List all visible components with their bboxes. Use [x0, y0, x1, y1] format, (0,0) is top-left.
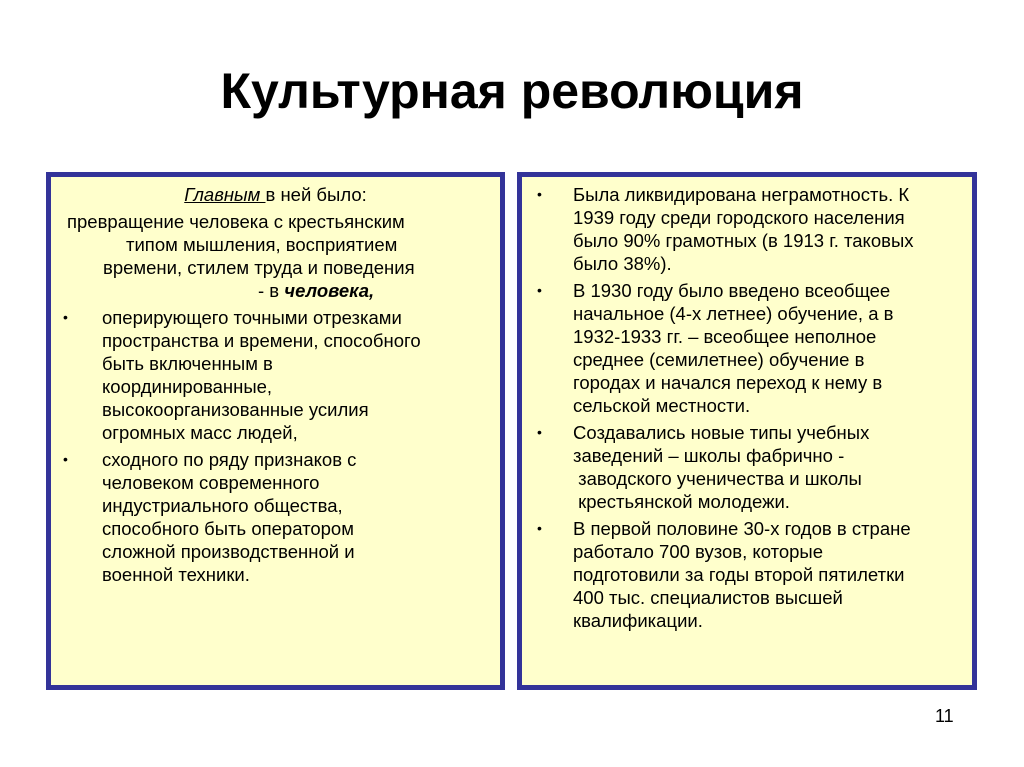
bullet-line: оперирующего точными отрезками — [102, 307, 402, 328]
bullet-line: сельской местности. — [573, 395, 751, 416]
bullet-item — [51, 306, 500, 444]
bullet-item — [522, 183, 972, 275]
bullet-line: начальное (4-х летнее) обучение, а в — [573, 303, 894, 324]
bullet-line: высокоорганизованные усилия — [102, 399, 369, 420]
left-text-box — [46, 172, 505, 690]
bullet-item — [51, 448, 500, 586]
bullet-line: сходного по ряду признаков с — [102, 449, 357, 470]
bullet-line: квалификации. — [573, 610, 703, 631]
intro-rest: в ней было: — [265, 184, 367, 205]
bullet-line: В 1930 году было введено всеобщее — [573, 280, 891, 301]
bullet-line: человеком современного — [102, 472, 320, 493]
bullet-line: среднее (семилетнее) обучение в — [573, 349, 865, 370]
para-line: типом мышления, восприятием — [126, 234, 398, 255]
bullet-line: огромных масс людей, — [102, 422, 298, 443]
bullet-line: 1939 году среди городского населения — [573, 207, 905, 228]
bullet-line: индустриального общества, — [102, 495, 343, 516]
intro-emphasis: Главным — [184, 184, 266, 205]
bullet-line: быть включенным в — [102, 353, 273, 374]
bullet-item — [522, 421, 972, 513]
bullet-line: Была ликвидирована неграмотность. К — [573, 184, 910, 205]
slide-title: Культурная революция — [220, 63, 804, 119]
bullet-line: координированные, — [102, 376, 273, 397]
intro-line — [51, 183, 500, 206]
para-line: превращение человека с крестьянским — [67, 211, 405, 232]
bullet-icon: • — [63, 309, 68, 325]
bullet-line: было 90% грамотных (в 1913 г. таковых — [573, 230, 914, 251]
bullet-line: крестьянской молодежи. — [573, 491, 790, 512]
para-line — [51, 279, 500, 302]
para-prefix: - в — [258, 280, 285, 301]
bullet-line: 400 тыс. специалистов высшей — [573, 587, 843, 608]
bullet-line: подготовили за годы второй пятилетки — [573, 564, 905, 585]
bullet-icon: • — [537, 186, 542, 202]
bullet-line: городах и начался переход к нему в — [573, 372, 883, 393]
bullet-line: Создавались новые типы учебных — [573, 422, 870, 443]
bullet-line: В первой половине 30-х годов в стране — [573, 518, 911, 539]
page-number: 11 — [935, 706, 954, 726]
bullet-line: пространства и времени, способного — [102, 330, 421, 351]
bullet-item — [522, 279, 972, 417]
bullet-icon: • — [537, 282, 542, 298]
para-bold: человека, — [284, 280, 375, 301]
bullet-line: военной техники. — [102, 564, 250, 585]
bullet-line: заводского ученичества и школы — [573, 468, 862, 489]
right-text-box — [517, 172, 977, 690]
bullet-line: работало 700 вузов, которые — [573, 541, 824, 562]
bullet-line: заведений – школы фабрично - — [573, 445, 845, 466]
bullet-item — [522, 517, 972, 632]
bullet-line: 1932-1933 гг. – всеобщее неполное — [573, 326, 877, 347]
bullet-icon: • — [63, 451, 68, 467]
bullet-line: сложной производственной и — [102, 541, 355, 562]
bullet-line: способного быть оператором — [102, 518, 354, 539]
bullet-line: было 38%). — [573, 253, 672, 274]
bullet-icon: • — [537, 520, 542, 536]
para-line: времени, стилем труда и поведения — [103, 257, 415, 278]
bullet-icon: • — [537, 424, 542, 440]
